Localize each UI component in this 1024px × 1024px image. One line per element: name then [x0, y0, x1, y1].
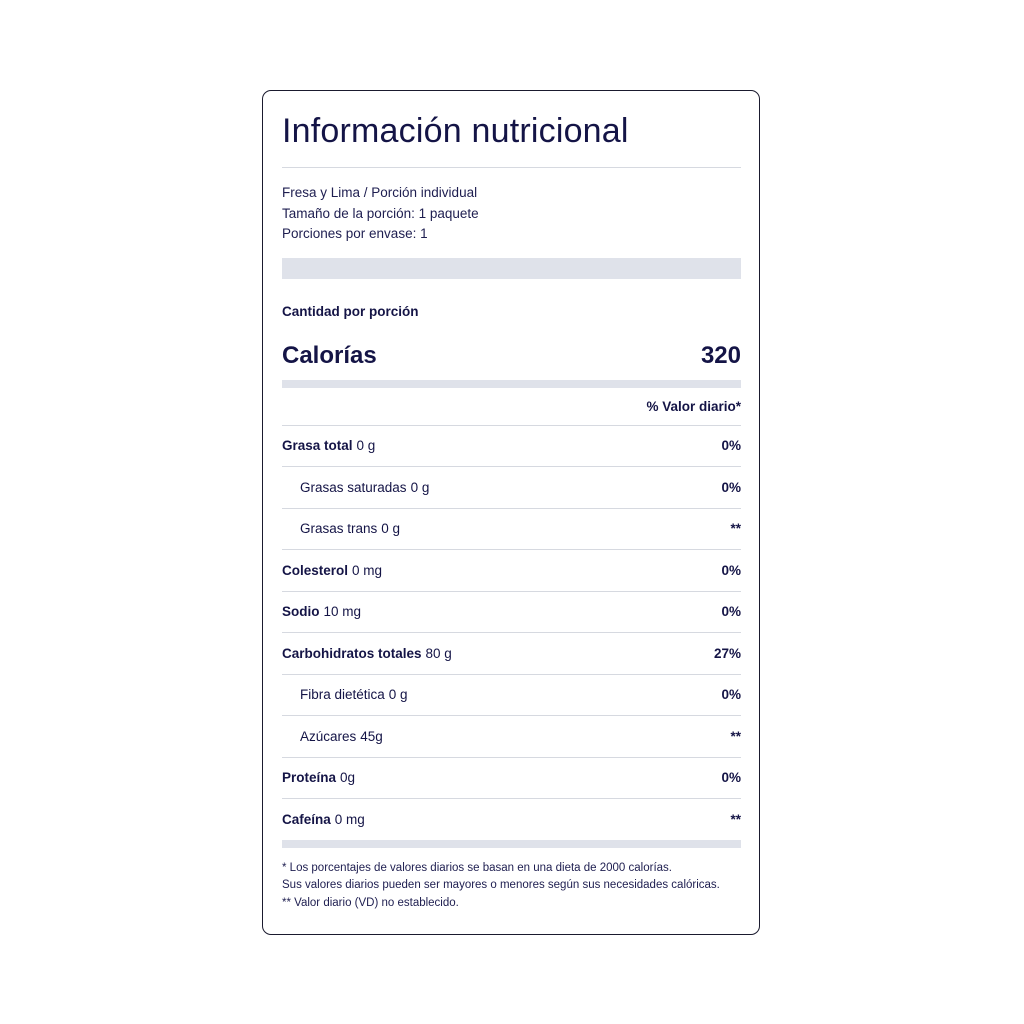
nutrient-amount: 10 mg — [323, 604, 362, 620]
nutrient-amount: 0 g — [356, 438, 376, 454]
nutrient-dv: 0% — [721, 687, 741, 703]
nutrient-amount: 0 g — [410, 479, 430, 495]
nutrient-amount: 0g — [340, 770, 356, 786]
footnote-individual-needs: Sus valores diarios pueden ser mayores o menores según sus necesidades calóricas. — [282, 879, 720, 891]
nutrient-list — [282, 426, 741, 840]
nutrient-amount: 0 g — [381, 521, 401, 537]
footnotes — [282, 860, 741, 913]
nutrient-name: Grasas trans — [300, 521, 378, 537]
serving-size-text: Tamaño de la porción: 1 paquete — [282, 205, 479, 221]
daily-value-header: % Valor diario* — [282, 388, 741, 426]
serving-info — [282, 183, 741, 245]
nutrient-dv: 27% — [713, 645, 741, 661]
nutrient-dv: 0% — [721, 479, 741, 495]
nutrient-row-total-fat — [282, 426, 741, 468]
footnote-not-established: ** Valor diario (VD) no establecido. — [282, 896, 459, 909]
nutrient-row-trans-fat — [282, 509, 741, 551]
footer-divider — [282, 840, 741, 848]
nutrient-row-total-carbohydrates — [282, 633, 741, 675]
nutrient-name: Colesterol — [282, 562, 349, 578]
nutrient-dv: ** — [730, 728, 741, 744]
calories-divider — [282, 380, 741, 388]
calories-row — [282, 342, 741, 378]
nutrient-row-protein — [282, 758, 741, 800]
nutrient-name: Proteína — [282, 770, 337, 786]
nutrient-amount: 0 mg — [334, 811, 365, 827]
nutrient-row-caffeine — [282, 799, 741, 840]
nutrient-dv: 0% — [721, 604, 741, 620]
nutrient-row-dietary-fiber — [282, 675, 741, 717]
nutrient-name: Fibra dietética — [300, 687, 385, 703]
nutrient-dv: 0% — [721, 438, 741, 454]
panel-title: Información nutricional — [282, 112, 629, 150]
nutrient-name: Cafeína — [282, 811, 331, 827]
footnote-daily-values: * Los porcentajes de valores diarios se basan en una dieta de 2000 calorías. — [282, 861, 672, 874]
nutrient-dv: 0% — [721, 770, 741, 786]
nutrient-amount: 0 mg — [352, 562, 383, 578]
title-divider — [282, 167, 741, 168]
nutrient-row-sodium — [282, 592, 741, 634]
nutrient-dv: ** — [730, 811, 741, 827]
nutrient-amount: 45g — [360, 728, 383, 744]
nutrient-row-cholesterol — [282, 550, 741, 592]
calories-value: 320 — [700, 341, 741, 369]
nutrient-row-sugars — [282, 716, 741, 758]
nutrient-name: Grasa total — [282, 438, 353, 454]
nutrient-name: Azúcares — [300, 728, 357, 744]
amount-per-serving-label: Cantidad por porción — [282, 303, 419, 319]
thick-divider — [282, 258, 741, 279]
nutrient-name: Sodio — [282, 604, 320, 620]
calories-label: Calorías — [282, 341, 377, 369]
nutrient-name: Grasas saturadas — [300, 479, 407, 495]
nutrient-row-saturated-fat — [282, 467, 741, 509]
nutrient-amount: 80 g — [425, 645, 452, 661]
nutrient-dv: 0% — [721, 562, 741, 578]
nutrition-facts-panel — [262, 90, 760, 935]
flavor-text: Fresa y Lima / Porción individual — [282, 185, 478, 200]
nutrient-name: Carbohidratos totales — [282, 645, 422, 661]
servings-per-container-text: Porciones por envase: 1 — [282, 226, 428, 241]
nutrient-amount: 0 g — [388, 687, 408, 703]
nutrient-dv: ** — [730, 521, 741, 537]
